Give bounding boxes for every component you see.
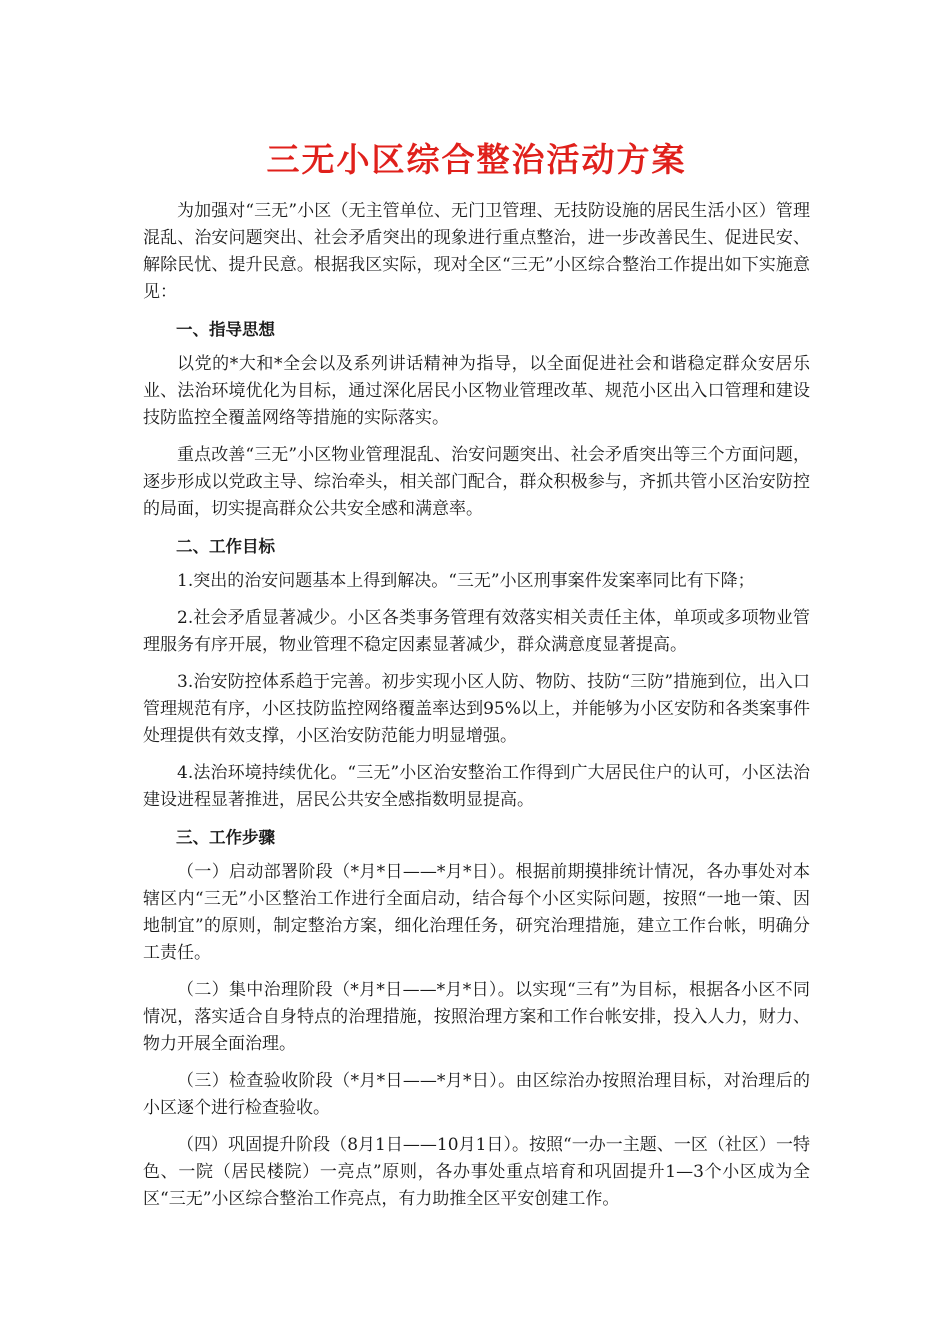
paragraph: （一）启动部署阶段（*月*日——*月*日）。根据前期摸排统计情况，各办事处对本辖区内“三无”小区整治工作进行全面启动，结合每个小区实际问题，按照“一地一策、因地制宜”的原则，制定整治方案，细化治理任务，研究治理措施，建立工作台帐，明确分工责任。: [143, 862, 810, 963]
paragraph: （三）检查验收阶段（*月*日——*月*日）。由区综治办按照治理目标，对治理后的小区逐个进行检查验收。: [143, 1071, 810, 1118]
paragraph: 2.社会矛盾显著减少。小区各类事务管理有效落实相关责任主体，单项或多项物业管理服务有序开展，物业管理不稳定因素显著减少，群众满意度显著提高。: [143, 608, 810, 655]
intro-paragraph: 为加强对“三无”小区（无主管单位、无门卫管理、无技防设施的居民生活小区）管理混乱、治安问题突出、社会矛盾突出的现象进行重点整治，进一步改善民生、促进民安、解除民忧、提升民意。根据我区实际，现对全区“三无”小区综合整治工作提出如下实施意见：: [143, 201, 810, 302]
paragraph: （二）集中治理阶段（*月*日——*月*日）。以实现“三有”为目标，根据各小区不同情况，落实适合自身特点的治理措施，按照治理方案和工作台帐安排，投入人力，财力、物力开展全面治理。: [143, 980, 810, 1054]
paragraph: 重点改善“三无”小区物业管理混乱、治安问题突出、社会矛盾突出等三个方面问题，逐步形成以党政主导、综治牵头，相关部门配合，群众积极参与，齐抓共管小区治安防控的局面，切实提高群众公共安全感和满意率。: [143, 445, 810, 519]
paragraph: 4.法治环境持续优化。“三无”小区治安整治工作得到广大居民住户的认可，小区法治建设进程显著推进，居民公共安全感指数明显提高。: [143, 763, 810, 810]
document-title: 三无小区综合整治活动方案: [266, 140, 687, 179]
section-heading-work-steps: 三、工作步骤: [176, 828, 275, 847]
paragraph: 1.突出的治安问题基本上得到解决。“三无”小区刑事案件发案率同比有下降；: [177, 571, 755, 591]
paragraph: （四）巩固提升阶段（8月1日——10月1日）。按照“一办一主题、一区（社区）一特色、一院（居民楼院）一亮点”原则，各办事处重点培育和巩固提升1—3个小区成为全区“三无”小区综合整治工作亮点，有力助推全区平安创建工作。: [143, 1135, 810, 1209]
section-heading-work-goals: 二、工作目标: [176, 537, 275, 556]
paragraph: 3.治安防控体系趋于完善。初步实现小区人防、物防、技防“三防”措施到位，出入口管理规范有序，小区技防监控网络覆盖率达到95%以上，并能够为小区安防和各类案事件处理提供有效支撑，小区治安防范能力明显增强。: [143, 672, 810, 746]
section-heading-guiding-ideology: 一、指导思想: [176, 320, 275, 339]
paragraph: 以党的*大和*全会以及系列讲话精神为指导，以全面促进社会和谐稳定群众安居乐业、法治环境优化为目标，通过深化居民小区物业管理改革、规范小区出入口管理和建设技防监控全覆盖网络等措施的实际落实。: [143, 354, 810, 428]
